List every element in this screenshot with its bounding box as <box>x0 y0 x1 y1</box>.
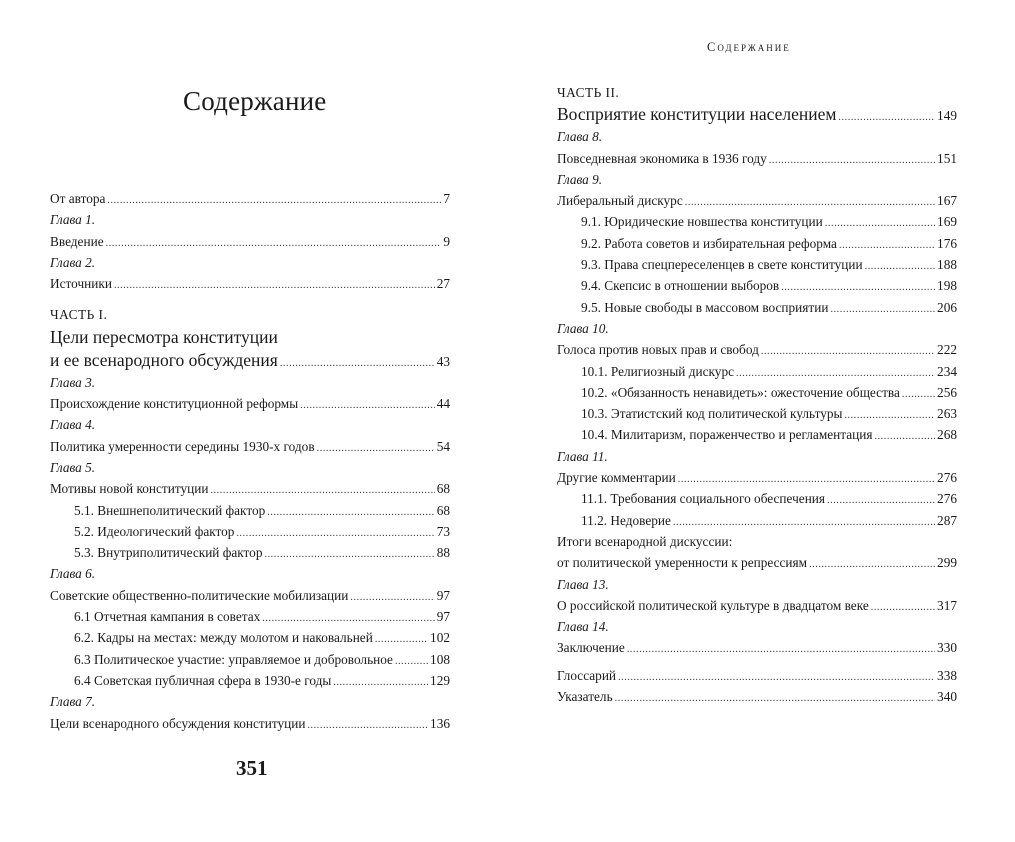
dot-leader <box>300 395 435 416</box>
dot-leader <box>902 384 935 405</box>
dot-leader <box>210 480 434 501</box>
toc-subentry <box>50 521 450 542</box>
dot-leader <box>114 275 435 296</box>
toc-entry-page: 73 <box>436 523 450 539</box>
dot-leader <box>317 438 435 459</box>
toc-entry-title: 6.2. Кадры на местах: между молотом и наковальней <box>74 630 373 646</box>
part-label: ЧАСТЬ I. <box>50 307 108 323</box>
toc-entry-page: 268 <box>937 427 957 443</box>
chapter-label: Глава 7. <box>50 694 96 710</box>
toc-entry <box>557 686 957 707</box>
toc-entry-title: Повседневная экономика в 1936 году <box>557 150 767 166</box>
toc-entry-page: 234 <box>937 363 957 379</box>
toc-entry-page: 317 <box>937 597 957 613</box>
dot-leader <box>375 629 428 650</box>
dot-leader <box>685 192 935 213</box>
toc-entry-title: Мотивы новой конституции <box>50 481 209 497</box>
toc-entry-page: 340 <box>937 689 957 705</box>
toc-subentry <box>557 488 957 509</box>
dot-leader <box>262 608 434 629</box>
toc-entry-title: Введение <box>50 233 104 249</box>
chapter-label: Глава 3. <box>50 374 96 390</box>
toc-subentry <box>557 275 957 296</box>
toc-entry-title: 6.1 Отчетная кампания в советах <box>74 609 261 625</box>
dot-leader <box>761 341 935 362</box>
toc-entry-title: От автора <box>50 191 106 206</box>
toc-entry-page: 97 <box>436 609 450 625</box>
dot-leader <box>844 405 935 426</box>
dot-leader <box>830 299 935 320</box>
toc-subentry <box>50 649 450 670</box>
toc-entry-title: 9.4. Скепсис в отношении выборов <box>581 278 780 294</box>
toc-entry-page: 43 <box>436 353 450 369</box>
toc-entry-title: Источники <box>50 276 112 292</box>
dot-leader <box>809 554 935 575</box>
chapter-label: Глава 8. <box>557 129 603 145</box>
toc-entry-title: 9.1. Юридические новшества конституции <box>581 214 823 230</box>
toc-entry <box>50 273 450 294</box>
toc-entry <box>50 231 450 252</box>
toc-entry <box>557 552 957 573</box>
toc-entry-page: 54 <box>436 438 450 454</box>
toc-entry <box>50 436 450 457</box>
toc-entry-title: 10.3. Этатистский код политической культуры <box>581 406 843 422</box>
dot-leader <box>395 651 428 672</box>
dot-leader <box>333 672 428 693</box>
toc-subentry <box>557 297 957 318</box>
dot-leader <box>267 502 434 523</box>
toc-entry-page: 222 <box>937 342 957 358</box>
chapter-label: Глава 2. <box>50 254 96 270</box>
toc-subentry <box>557 382 957 403</box>
dot-leader <box>106 233 442 254</box>
toc-subentry <box>50 542 450 563</box>
toc-entry-page: 167 <box>937 193 957 209</box>
toc-entry-page: 108 <box>430 651 450 667</box>
toc-entry-title: 5.1. Внешнеполитический фактор <box>74 502 266 518</box>
toc-entry-page: 68 <box>436 481 450 497</box>
toc-subentry <box>557 361 957 382</box>
chapter-label: Глава 11. <box>557 448 608 464</box>
dot-leader <box>871 597 935 618</box>
toc-entry-title: 11.1. Требования социального обеспечения <box>581 491 826 507</box>
dot-leader <box>781 277 935 298</box>
toc-entry-title: 5.3. Внутриполитический фактор <box>74 545 263 561</box>
toc-entry-title: Цели всенародного обсуждения конституции <box>50 715 306 731</box>
chapter-label: Глава 5. <box>50 459 96 475</box>
toc-subentry <box>557 211 957 232</box>
toc-entry-title: 9.3. Права спецпереселенцев в свете конституции <box>581 257 863 273</box>
toc-entry-page: 136 <box>430 715 450 731</box>
dot-leader <box>236 523 434 544</box>
toc-entry <box>557 148 957 169</box>
toc-entry-title: 6.4 Советская публичная сфера в 1930-е годы <box>74 672 332 688</box>
toc-entry-page: 287 <box>937 512 957 528</box>
toc-subentry <box>557 403 957 424</box>
chapter-label: Глава 1. <box>50 212 96 228</box>
toc-entry-page: 188 <box>937 257 957 273</box>
toc-entry-title: 10.1. Религиозный дискурс <box>581 363 735 379</box>
toc-list-left <box>50 188 450 734</box>
toc-subentry <box>50 500 450 521</box>
toc-entry <box>557 339 957 360</box>
chapter-label: Глава 14. <box>557 619 609 635</box>
dot-leader <box>350 587 434 608</box>
part-label: ЧАСТЬ II. <box>557 85 620 100</box>
toc-entry-page: 330 <box>937 640 957 656</box>
dot-leader <box>615 688 935 709</box>
chapter-label: Глава 10. <box>557 320 609 336</box>
dot-leader <box>839 235 935 256</box>
dot-leader <box>673 512 935 533</box>
toc-entry-page: 7 <box>443 191 450 206</box>
toc-entry-page: 176 <box>937 235 957 251</box>
toc-entry-title: Советские общественно-политические мобилизации <box>50 587 349 603</box>
part-title-line: Цели пересмотра конституции <box>50 326 278 347</box>
toc-entry-title: Происхождение конституционной реформы <box>50 396 299 412</box>
toc-entry <box>557 190 957 211</box>
chapter-label: Глава 4. <box>50 417 96 433</box>
toc-entry-title: Политика умеренности середины 1930-х годов <box>50 438 315 454</box>
toc-entry-title: 6.3 Политическое участие: управляемое и добровольное <box>74 651 393 667</box>
toc-entry-title: от политической умеренности к репрессиям <box>557 555 808 571</box>
dot-leader <box>865 256 935 277</box>
dot-leader <box>307 715 428 736</box>
toc-entry-title: 9.5. Новые свободы в массовом восприятии <box>581 299 829 315</box>
toc-entry <box>557 595 957 616</box>
part-title-line: и ее всенародного обсуждения <box>50 349 278 370</box>
toc-entry-page: 206 <box>937 299 957 315</box>
toc-entry-title: 10.4. Милитаризм, пораженчество и регламентация <box>581 427 873 443</box>
toc-entry-page: 276 <box>937 470 957 486</box>
page-number: 351 <box>236 756 268 780</box>
chapter-label: Глава 9. <box>557 171 603 187</box>
dot-leader <box>736 363 935 384</box>
toc-entry <box>50 188 450 209</box>
toc-entry-page: 198 <box>937 278 957 294</box>
toc-entry-title: Голоса против новых прав и свобод <box>557 342 759 358</box>
toc-entry-page: 151 <box>937 150 957 166</box>
toc-entry-page: 263 <box>937 406 957 422</box>
dot-leader <box>827 490 935 511</box>
dot-leader <box>678 469 935 490</box>
running-head: Содержание <box>707 40 791 54</box>
right-page <box>507 0 1015 842</box>
toc-subentry <box>50 670 450 691</box>
chapter-label: Глава 6. <box>50 566 96 582</box>
toc-entry-title: 9.2. Работа советов и избирательная реформа <box>581 235 837 251</box>
toc-entry-title: Заключение <box>557 640 625 656</box>
dot-leader <box>825 213 935 234</box>
toc-entry-page: 149 <box>937 108 957 124</box>
toc-entry <box>50 585 450 606</box>
toc-subentry <box>557 254 957 275</box>
toc-entry-title: Указатель <box>557 689 613 705</box>
toc-entry-title: 5.2. Идеологический фактор <box>74 523 235 539</box>
toc-entry-page: 9 <box>443 233 450 249</box>
toc-entry <box>557 665 957 686</box>
toc-entry-page: 97 <box>436 587 450 603</box>
toc-entry-page: 299 <box>937 555 957 571</box>
toc-subentry <box>557 424 957 445</box>
toc-entry-title: Глоссарий <box>557 667 617 683</box>
dot-leader <box>264 544 434 565</box>
toc-entry-page: 44 <box>436 396 450 412</box>
left-page <box>0 0 507 842</box>
toc-entry-page: 129 <box>430 672 450 688</box>
dot-leader <box>107 190 441 211</box>
part-title-line: Восприятие конституции населением <box>557 104 837 125</box>
toc-entry <box>50 713 450 734</box>
toc-entry-title: 11.2. Недоверие <box>581 512 671 528</box>
dot-leader <box>627 639 935 660</box>
toc-entry-page: 276 <box>937 491 957 507</box>
toc-entry <box>557 637 957 658</box>
toc-entry-title: Другие комментарии <box>557 470 676 486</box>
toc-entry <box>50 393 450 414</box>
toc-subentry <box>50 606 450 627</box>
toc-title: Содержание <box>183 86 327 116</box>
toc-entry <box>557 467 957 488</box>
toc-entry-page: 68 <box>436 502 450 518</box>
toc-subentry <box>557 233 957 254</box>
toc-entry-title: Итоги всенародной дискуссии: <box>557 533 733 549</box>
toc-entry-page: 338 <box>937 667 957 683</box>
toc-entry-title: 10.2. «Обязанность ненавидеть»: ожесточение общества <box>581 384 900 400</box>
dot-leader <box>769 150 935 171</box>
toc-entry <box>557 103 957 126</box>
toc-entry-title: О российской политической культуре в двадцатом веке <box>557 597 869 613</box>
toc-subentry <box>557 510 957 531</box>
toc-entry-page: 256 <box>937 384 957 400</box>
dot-leader <box>874 426 935 447</box>
toc-entry-page: 88 <box>436 545 450 561</box>
toc-entry <box>50 478 450 499</box>
toc-subentry <box>50 627 450 648</box>
toc-entry-title: Либеральный дискурс <box>557 193 683 209</box>
toc-entry-page: 27 <box>436 276 450 292</box>
toc-entry-page: 169 <box>937 214 957 230</box>
toc-list-right <box>557 82 957 707</box>
dot-leader <box>618 667 935 688</box>
toc-entry <box>50 349 450 372</box>
chapter-label: Глава 13. <box>557 576 609 592</box>
toc-entry-page: 102 <box>430 630 450 646</box>
